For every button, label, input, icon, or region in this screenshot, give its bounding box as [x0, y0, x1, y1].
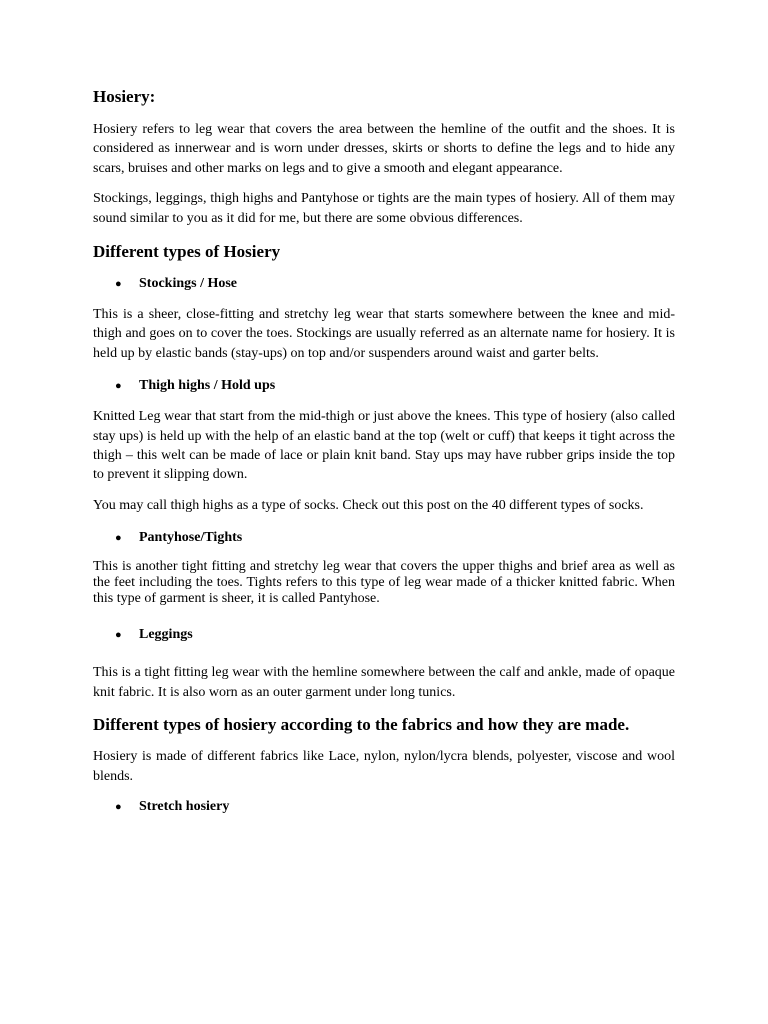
intro-paragraph-2: Stockings, leggings, thigh highs and Pantyhose or tights are the main types of hosiery. All of them may sound similar to you as it did for me, but there are some obvious differences.: [93, 191, 675, 226]
bullet-stretch-hosiery: [93, 797, 675, 817]
section-heading-types: Different types of Hosiery: [93, 242, 281, 262]
bullet-label: Thigh highs / Hold ups: [139, 378, 276, 394]
thigh-highs-paragraph-2: You may call thigh highs as a type of socks. Check out this post on the 40 different types of socks.: [93, 497, 644, 513]
bullet-label: Stockings / Hose: [139, 276, 238, 292]
document-page: [93, 86, 675, 828]
pantyhose-paragraph: This is another tight fitting and stretchy leg wear that covers the upper thighs and brief area as well as the feet including the toes. Tights refers to this type of leg wear made of a thicker knitted fabric. When this type of garment is sheer, it is called Pantyhose.: [93, 559, 675, 607]
bullet-thigh-highs: [93, 376, 675, 396]
fabrics-paragraph: Hosiery is made of different fabrics like Lace, nylon, nylon/lycra blends, polyester, viscose and wool blends.: [93, 749, 675, 784]
bullet-leggings: [93, 625, 675, 645]
bullet-dot-icon: ●: [115, 278, 122, 291]
page-title: Hosiery:: [93, 87, 156, 106]
bullet-stockings: [93, 274, 675, 294]
bullet-pantyhose: [93, 528, 675, 548]
bullet-label: Leggings: [139, 627, 193, 643]
intro-paragraph-1: Hosiery refers to leg wear that covers the area between the hemline of the outfit and the shoes. It is considered as innerwear and is worn under dresses, skirts or shorts to define the legs and to hide any scars, bruises and other marks on legs and to give a smooth and elegant appearance.: [93, 122, 675, 176]
leggings-paragraph: This is a tight fitting leg wear with the hemline somewhere between the calf and ankle, made of opaque knit fabric. It is also worn as an outer garment under long tunics.: [93, 665, 675, 700]
stockings-paragraph: This is a sheer, close-fitting and stretchy leg wear that starts somewhere between the knee and mid-thigh and goes on to cover the toes. Stockings are usually referred as an alternate name for hosiery. It is held up by elastic bands (stay-ups) on top and/or suspenders around waist and garter belts.: [93, 307, 675, 361]
bullet-label: Stretch hosiery: [139, 798, 230, 814]
bullet-dot-icon: ●: [115, 532, 122, 545]
bullet-dot-icon: ●: [115, 800, 122, 813]
bullet-dot-icon: ●: [115, 629, 122, 642]
bullet-dot-icon: ●: [115, 380, 122, 393]
thigh-highs-paragraph-1: Knitted Leg wear that start from the mid-thigh or just above the knees. This type of hosiery (also called stay ups) is held up with the help of an elastic band at the top (welt or cuff) that keeps it tight across the thigh – this welt can be made of lace or plain knit band. Stay ups may have rubber grips inside the top to prevent it slipping down.: [93, 409, 675, 483]
bullet-label: Pantyhose/Tights: [139, 530, 243, 546]
section-heading-fabrics: Different types of hosiery according to the fabrics and how they are made.: [93, 715, 630, 735]
